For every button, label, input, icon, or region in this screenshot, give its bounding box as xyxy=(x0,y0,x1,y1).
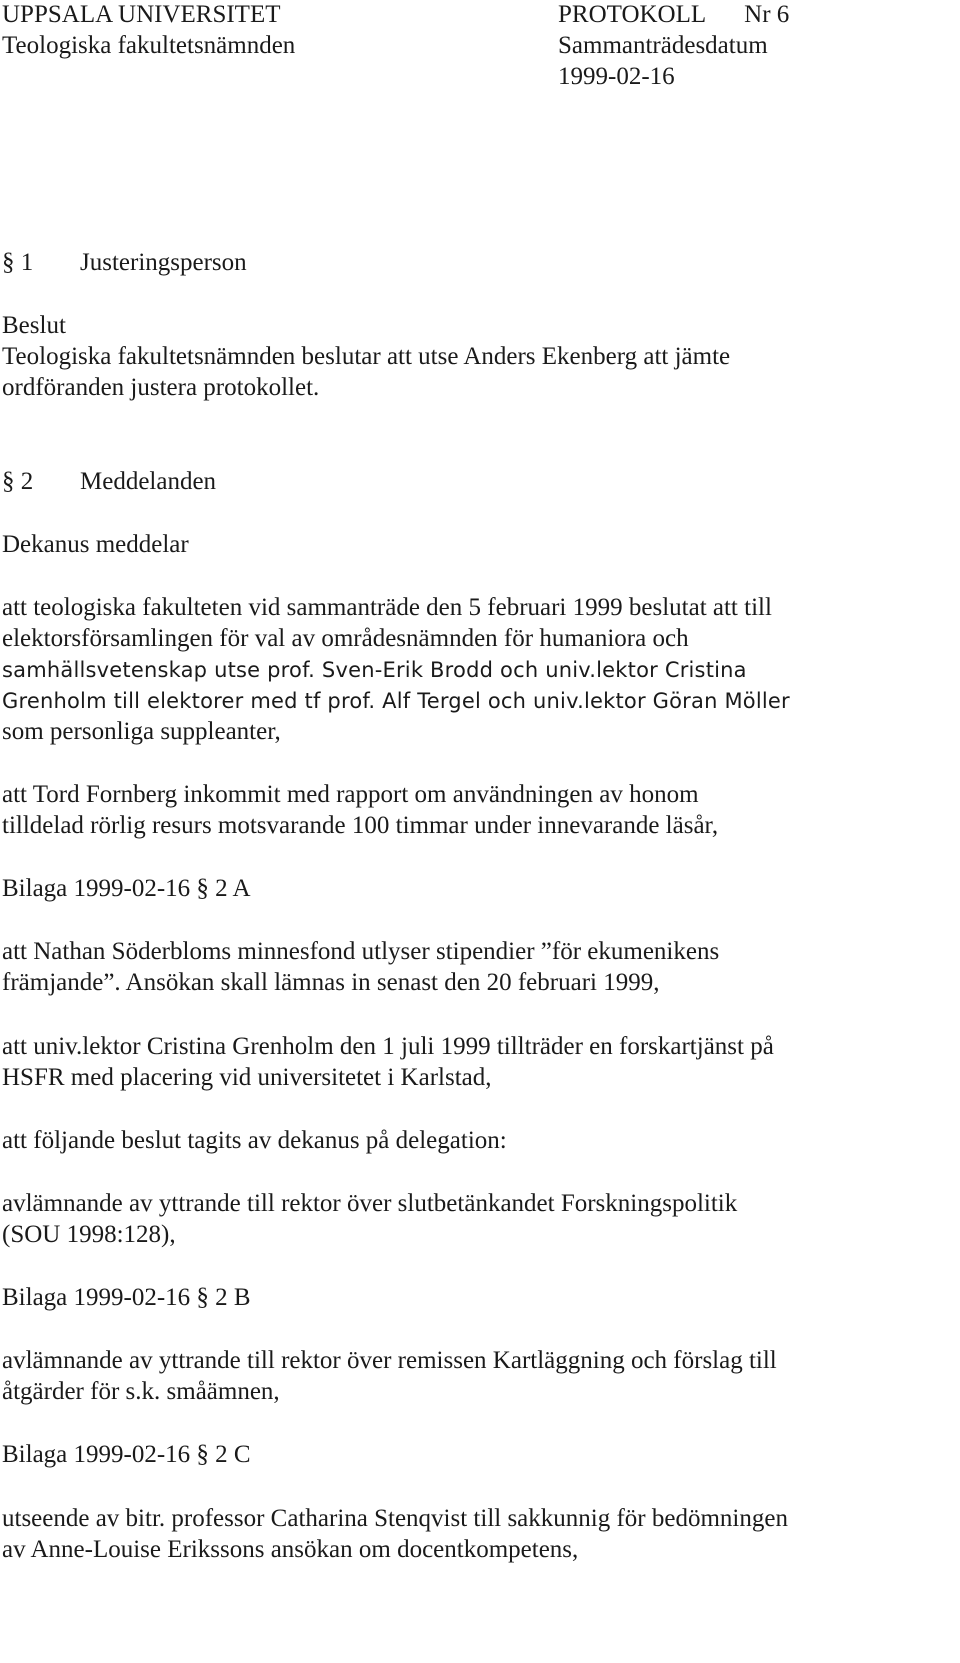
paragraph-line: avlämnande av yttrande till rektor över remissen Kartläggning och förslag till xyxy=(2,1347,777,1374)
paragraph-line: åtgärder för s.k. småämnen, xyxy=(2,1378,280,1405)
section-2-intro: Dekanus meddelar xyxy=(2,531,189,558)
paragraph-line: att teologiska fakulteten vid sammanträde den 5 februari 1999 beslutat att till xyxy=(2,594,772,621)
paragraph-line: att univ.lektor Cristina Grenholm den 1 juli 1999 tillträder en forskartjänst på xyxy=(2,1033,774,1060)
document-number: Nr 6 xyxy=(744,1,790,28)
meeting-date: 1999-02-16 xyxy=(558,63,675,90)
attachment-reference: Bilaga 1999-02-16 § 2 A xyxy=(2,875,251,902)
meeting-date-label: Sammanträdesdatum xyxy=(558,32,768,59)
attachment-reference: Bilaga 1999-02-16 § 2 B xyxy=(2,1284,251,1311)
paragraph-line: HSFR med placering vid universitetet i Karlstad, xyxy=(2,1064,492,1091)
section-1-text-line: ordföranden justera protokollet. xyxy=(2,374,320,401)
paragraph-line: (SOU 1998:128), xyxy=(2,1221,176,1248)
section-2-title: Meddelanden xyxy=(80,468,217,495)
paragraph-line: att Nathan Söderbloms minnesfond utlyser stipendier ”för ekumenikens xyxy=(2,938,720,965)
paragraph-line: Grenholm till elektorer med tf prof. Alf Tergel och univ.lektor Göran Möller xyxy=(2,689,790,713)
paragraph-line: utseende av bitr. professor Catharina Stenqvist till sakkunnig för bedömningen xyxy=(2,1505,788,1532)
paragraph-line: att Tord Fornberg inkommit med rapport om användningen av honom xyxy=(2,781,699,808)
paragraph-line: främjande”. Ansökan skall lämnas in senast den 20 februari 1999, xyxy=(2,969,660,996)
section-1-text-line: Teologiska fakultetsnämnden beslutar att utse Anders Ekenberg att jämte xyxy=(2,343,731,370)
paragraph-line: avlämnande av yttrande till rektor över slutbetänkandet Forskningspolitik xyxy=(2,1190,738,1217)
document-type-label: PROTOKOLL xyxy=(558,1,707,28)
university-name: UPPSALA UNIVERSITET xyxy=(2,1,281,28)
section-1-number: § 1 xyxy=(2,249,34,276)
paragraph-line: elektorsförsamlingen för val av områdesnämnden för humaniora och xyxy=(2,625,689,652)
section-1-decision-label: Beslut xyxy=(2,312,66,339)
faculty-name: Teologiska fakultetsnämnden xyxy=(2,32,296,59)
paragraph-line: som personliga suppleanter, xyxy=(2,718,281,745)
document-type xyxy=(558,0,789,30)
paragraph-line: samhällsvetenskap utse prof. Sven-Erik Brodd och univ.lektor Cristina xyxy=(2,658,747,682)
paragraph-line: att följande beslut tagits av dekanus på delegation: xyxy=(2,1127,507,1154)
section-1-title: Justeringsperson xyxy=(80,249,247,276)
section-2-number: § 2 xyxy=(2,468,34,495)
paragraph-line: tilldelad rörlig resurs motsvarande 100 timmar under innevarande läsår, xyxy=(2,812,719,839)
attachment-reference: Bilaga 1999-02-16 § 2 C xyxy=(2,1441,251,1468)
paragraph-line: av Anne-Louise Erikssons ansökan om docentkompetens, xyxy=(2,1536,579,1563)
